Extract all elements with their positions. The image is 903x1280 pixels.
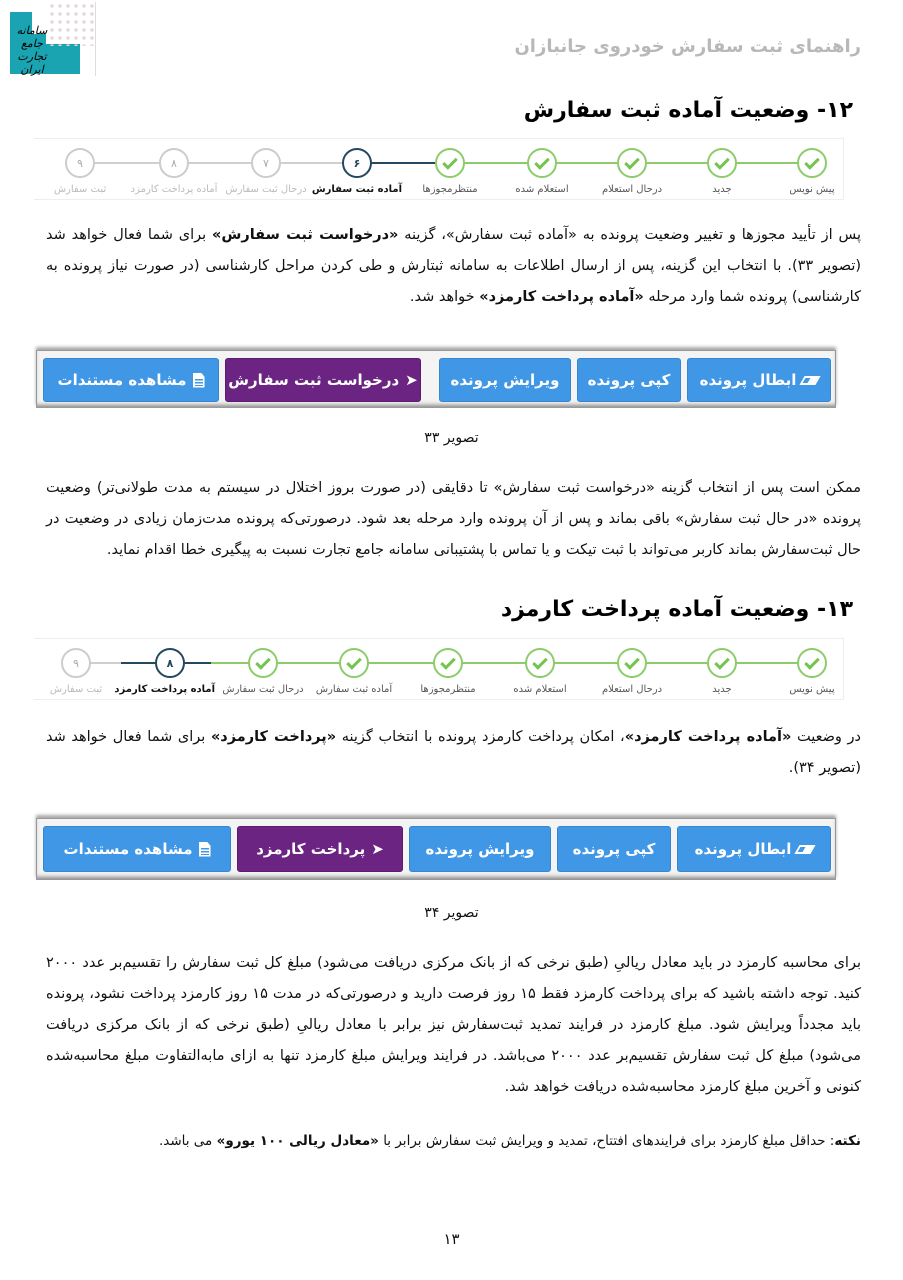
view-documents-button[interactable]: مشاهده مستندات xyxy=(43,826,231,872)
section-13-title: ۱۳- وضعیت آماده پرداخت کارمزد xyxy=(500,597,853,622)
eraser-icon xyxy=(800,376,821,385)
paper-plane-icon: ➤ xyxy=(405,370,418,389)
step-new: جدید xyxy=(677,648,767,695)
section-13-paragraph-1: در وضعیت «آماده پرداخت کارمزد»، امکان پرداخت کارمزد پرونده با انتخاب گزینه «پرداخت کارمزد» برای شما فعال خواهد شد (تصویر ۳۴). xyxy=(46,729,862,776)
step-ready-for-fee: ۸ آماده پرداخت کارمزد xyxy=(125,648,215,695)
copy-file-button[interactable]: کپی پرونده xyxy=(557,826,671,872)
page-number: ۱۳ xyxy=(443,1230,460,1248)
cancel-file-button[interactable]: ابطال پرونده xyxy=(677,826,831,872)
status-stepper-13 xyxy=(34,638,844,700)
step-inquired: استعلام شده xyxy=(497,148,587,195)
file-action-toolbar-34 xyxy=(36,818,836,880)
logo-text: سامانه جامع تجارت ایران xyxy=(16,24,48,76)
check-icon xyxy=(440,654,456,670)
logo xyxy=(6,2,96,76)
check-icon xyxy=(624,154,640,170)
step-registering: درحال ثبت سفارش xyxy=(218,648,308,695)
figure-caption-34: تصویر ۳۴ xyxy=(424,905,479,921)
document-icon xyxy=(199,842,211,857)
document-icon xyxy=(193,373,205,388)
step-registering: ۷ درحال ثبت سفارش xyxy=(221,148,311,195)
step-registered: ۹ ثبت سفارش xyxy=(31,648,121,695)
section-12-title: ۱۲- وضعیت آماده ثبت سفارش xyxy=(523,98,853,123)
check-icon xyxy=(255,654,271,670)
file-action-toolbar-33 xyxy=(36,350,836,408)
section-12-paragraph-2: ممکن است پس از انتخاب گزینه «درخواست ثبت سفارش» تا دقایقی (در صورت بروز اختلال در سیستم به مدت طولانی‌تر) وضعیت پرونده «در حال ثبت سفارش» باقی بماند و پس از آن پرونده وارد مرحله بعد شود. درصورتی‌که پرونده مدت‌زمان زیادی در وضعیت در حال ثبت‌سفارش بماند کاربر می‌تواند با ثبت تیکت و یا تماس با پشتیبانی سامانه جامع تجارت نسبت به پیگیری خطا اقدام نماید. xyxy=(46,480,861,558)
request-registration-button[interactable]: ➤ درخواست ثبت سفارش xyxy=(225,358,421,402)
paper-plane-icon: ➤ xyxy=(371,839,384,858)
fee-note: نکته: حداقل مبلغ کارمزد برای فرایندهای افتتاح، تمدید و ویرایش ثبت سفارش برابر با «معادل ریالی ۱۰۰ یورو» می باشد. xyxy=(158,1133,861,1149)
step-ready-to-register: آماده ثبت سفارش xyxy=(309,648,399,695)
step-inquiring: درحال استعلام xyxy=(587,148,677,195)
edit-file-button[interactable]: ویرایش پرونده xyxy=(439,358,571,402)
step-awaiting-permits: منتظرمجوزها xyxy=(403,648,493,695)
view-documents-button[interactable]: مشاهده مستندات xyxy=(43,358,219,402)
step-inquired: استعلام شده xyxy=(495,648,585,695)
step-draft: پیش نویس xyxy=(767,648,857,695)
step-awaiting-permits: منتظرمجوزها xyxy=(405,148,495,195)
section-13-paragraph-2: برای محاسبه کارمزد در باید معادل ريالیِ (طبق نرخی که از بانک مرکزی دریافت می‌شود) مبلغ کل ثبت سفارش را تقسیم‌بر عدد ۲۰۰۰ کنید. توجه داشته باشید که برای پرداخت کارمزد فقط ۱۵ روز فرصت دارید و درصورتی‌که در مدت ۱۵ روز کارمزد پرداخت نشود، پرونده باید مجدداً ویرایش شود. مبلغ کارمزد در فرایند تمدید ثبت‌سفارش نیز برابر با معادل ريالیِ (طبق نرخی که از بانک مرکزی دریافت می‌شود) مبلغ کل ثبت سفارش تقسیم‌بر عدد ۲۰۰۰ می‌باشد. در فرایند ویرایش مبلغ کارمزد تنها به ازای مابه‌التفاوت مبلغ محاسبه‌شده کنونی و آخرین مبلغ کارمزد محاسبه‌شده دریافت خواهد شد. xyxy=(46,955,861,1095)
check-icon xyxy=(624,654,640,670)
section-12-paragraph-1: پس از تأیید مجوزها و تغییر وضعیت پرونده به «آماده ثبت سفارش»، گزینه «درخواست ثبت سفارش» برای شما فعال خواهد شد (تصویر ۳۳). با انتخاب این گزینه، پس از ارسال اطلاعات به سامانه ثبتارش و طی کردن مراحل کارشناسی (در صورت نیاز پرونده به کارشناسی) پرونده شما وارد مرحله «آماده پرداخت کارمزد» خواهد شد. xyxy=(46,227,862,305)
figure-caption-33: تصویر ۳۳ xyxy=(424,430,479,446)
check-icon xyxy=(534,154,550,170)
step-registered: ۹ ثبت سفارش xyxy=(35,148,125,195)
check-icon xyxy=(346,654,362,670)
check-icon xyxy=(532,654,548,670)
pay-fee-button[interactable]: ➤ پرداخت کارمزد xyxy=(237,826,403,872)
edit-file-button[interactable]: ویرایش پرونده xyxy=(409,826,551,872)
check-icon xyxy=(714,154,730,170)
step-new: جدید xyxy=(677,148,767,195)
step-ready-for-fee: ۸ آماده پرداخت کارمزد xyxy=(129,148,219,195)
check-icon xyxy=(442,154,458,170)
step-draft: پیش نویس xyxy=(767,148,857,195)
eraser-icon xyxy=(795,845,816,854)
note-label: نکته xyxy=(834,1133,861,1149)
copy-file-button[interactable]: کپی پرونده xyxy=(577,358,681,402)
check-icon xyxy=(714,654,730,670)
cancel-file-button[interactable]: ابطال پرونده xyxy=(687,358,831,402)
check-icon xyxy=(804,654,820,670)
step-ready-to-register: ۶ آماده ثبت سفارش xyxy=(312,148,402,195)
check-icon xyxy=(804,154,820,170)
status-stepper-12 xyxy=(34,138,844,200)
step-inquiring: درحال استعلام xyxy=(587,648,677,695)
document-title: راهنمای ثبت سفارش خودروی جانبازان xyxy=(514,36,861,57)
